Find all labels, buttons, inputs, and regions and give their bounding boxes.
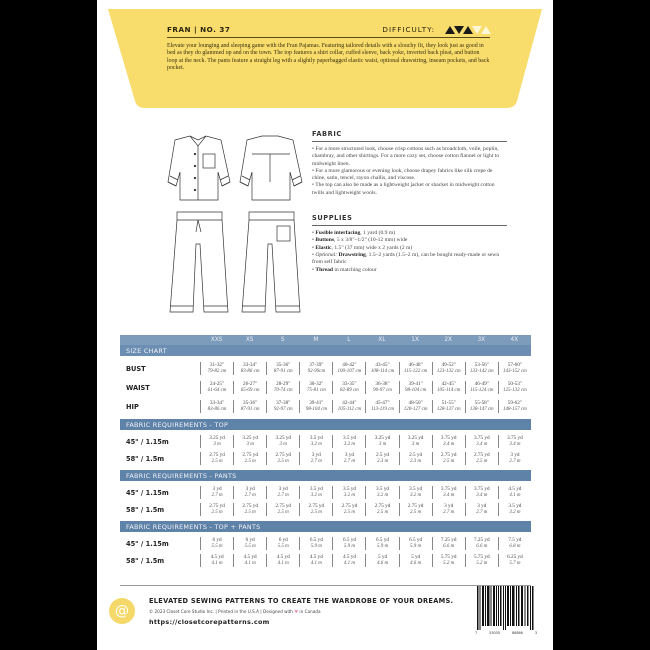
- row-label: 45" / 1.15m: [126, 488, 169, 497]
- difficulty-label: DIFFICULTY:: [382, 25, 435, 34]
- table-cell: 33-34" 83-86 cm: [233, 362, 266, 374]
- technical-drawings: [150, 132, 303, 322]
- table-cell: 39-41" 98-104 cm: [399, 381, 432, 393]
- hero-heading-row: [167, 25, 490, 38]
- table-cell: 3.75 yd 3.4 m: [432, 435, 465, 447]
- table-row: [120, 450, 531, 467]
- table-cell: 2.75 yd 2.5 m: [233, 503, 266, 515]
- table-cell: 6.25 yd 5.7 m: [498, 554, 531, 566]
- table-cell: 2.5 yd 2.3 m: [365, 452, 398, 464]
- row-label: WAIST: [126, 383, 150, 392]
- fabric-requirement-rows: [120, 481, 531, 521]
- table-cell: 57-60" 143-152 cm: [498, 362, 531, 374]
- table-cell: 3.5 yd 3.2 m: [365, 486, 398, 498]
- table-cell: 2.75 yd 2.5 m: [200, 503, 233, 515]
- table-cell: 3.5 yd 3.2 m: [299, 486, 332, 498]
- fabric-requirements-band: FABRIC REQUIREMENTS - TOP: [120, 419, 531, 430]
- table-cell: 6.5 yd 5.9 m: [299, 537, 332, 549]
- table-cell: 4.5 yd 4.1 m: [299, 554, 332, 566]
- supply-item: • Buttons, 5 x 3/8"–1/2" (10-12 mm) wide: [312, 237, 408, 244]
- info-column: [312, 130, 507, 274]
- size-and-yardage-table: [120, 335, 531, 572]
- table-cell: 3.25 yd 3 m: [399, 435, 432, 447]
- heart-icon: ♥: [294, 609, 299, 614]
- supply-item: • Thread in matching colour: [312, 266, 377, 273]
- table-row: [120, 501, 531, 518]
- table-cell: 39-41" 98-104 cm: [299, 400, 332, 412]
- table-cell: 5 yd 4.6 m: [399, 554, 432, 566]
- table-cell: 7.25 yd 6.6 m: [432, 537, 465, 549]
- table-cell: 6.5 yd 5.9 m: [399, 537, 432, 549]
- fabric-requirements-band: FABRIC REQUIREMENTS - PANTS: [120, 470, 531, 481]
- fabric-requirements-band: FABRIC REQUIREMENTS - TOP + PANTS: [120, 521, 531, 532]
- fabric-tip: • For a more glamorous or evening look, choose drapey fabrics like silk crepe de chine, satin, tencel, rayon challis, and viscose.: [312, 167, 493, 182]
- table-cell: 2.75 yd 2.5 m: [465, 452, 498, 464]
- supply-item: • Elastic, 1.5" (37 mm) wide x 2 yards (2 m): [312, 244, 413, 251]
- table-cell: 36-38" 90-97 cm: [365, 381, 398, 393]
- row-label: 58" / 1.5m: [126, 454, 165, 463]
- table-cell: 53-56" 133-142 cm: [465, 362, 498, 374]
- table-cell: 5 yd 4.6 m: [365, 554, 398, 566]
- table-cell: 3.75 yd 3.4 m: [432, 486, 465, 498]
- table-cell: 49-52" 123-132 cm: [432, 362, 465, 374]
- closet-core-logo-icon: @: [109, 598, 135, 624]
- table-cell: 45-47" 113-119 cm: [365, 400, 398, 412]
- fabric-requirement-rows: [120, 532, 531, 572]
- table-row: [120, 535, 531, 552]
- table-cell: 37-38" 92-97 cm: [266, 400, 299, 412]
- pants-back-drawing: [242, 212, 300, 312]
- table-cell: 42-44" 105-112 cm: [332, 400, 365, 412]
- table-cell: 2.75 yd 2.5 m: [432, 452, 465, 464]
- difficulty-triangles: [445, 26, 490, 34]
- size-column-header: XL: [378, 337, 386, 343]
- size-header-row: [120, 335, 531, 345]
- fabric-requirements-sections: [120, 419, 531, 572]
- row-label: 45" / 1.15m: [126, 437, 169, 446]
- table-cell: 6 yd 5.5 m: [200, 537, 233, 549]
- table-cell: 5.75 yd 5.2 m: [432, 554, 465, 566]
- footer: [109, 595, 539, 635]
- table-cell: 7.25 yd 6.6 m: [465, 537, 498, 549]
- table-cell: 3.25 yd 3 m: [200, 435, 233, 447]
- table-cell: 43-45" 108-114 cm: [365, 362, 398, 374]
- table-cell: 5.75 yd 5.2 m: [465, 554, 498, 566]
- pattern-description: Elevate your lounging and sleeping game with the Fran Pajamas. Featuring tailored details with a slouchy fit, they look just as good in bed as they do glammed up and on the town. The top features a shirt collar, cuffed sleeve, back yoke, inverted back pleat, and button loop at the neck. The pants feature a straight leg with a slightly paperbagged elastic waist, optional drawstring, inseam pockets, and back pocket.: [167, 43, 490, 72]
- table-cell: 2.5 yd 2.3 m: [399, 452, 432, 464]
- size-column-header: 3X: [477, 337, 486, 343]
- difficulty-rating: [382, 25, 490, 34]
- table-cell: 3.25 yd 3 m: [365, 435, 398, 447]
- table-cell: 4.5 yd 4.1 m: [498, 486, 531, 498]
- row-label: 45" / 1.15m: [126, 539, 169, 548]
- hero-banner: [108, 9, 543, 109]
- barcode: [475, 586, 535, 630]
- table-cell: 59-62" 148-157 cm: [498, 400, 531, 412]
- table-cell: 51-55" 128-137 cm: [432, 400, 465, 412]
- fabric-tip: • For a more structured look, choose crisp cottons such as broadcloth, voile, poplin, chambray, and other shirtings. For a more cozy set, choose cotton flannel or light to midweight linen.: [312, 146, 500, 167]
- table-cell: 3 yd 2.7 m: [266, 486, 299, 498]
- fabric-tip: • The top can also be made as a lightweight jacket or shacket in midweight cotton twills and lightweight wools.: [312, 182, 495, 196]
- table-cell: 31-32" 79-82 cm: [200, 362, 233, 374]
- size-column-header: 1X: [411, 337, 419, 343]
- table-cell: 2.75 yd 2.5 m: [365, 503, 398, 515]
- supplies-title: SUPPLIES: [312, 214, 507, 226]
- table-cell: 26-27" 65-69 cm: [233, 381, 266, 393]
- table-cell: 50-53" 125-133 cm: [498, 381, 531, 393]
- table-cell: 4.5 yd 4.1 m: [266, 554, 299, 566]
- table-cell: 3 yd 2.7 m: [233, 486, 266, 498]
- table-cell: 3.5 yd 3.2 m: [399, 486, 432, 498]
- table-cell: 3 yd 2.7 m: [465, 503, 498, 515]
- table-cell: 40-42" 100-107 cm: [332, 362, 365, 374]
- barcode-digits: 7 53035 86866 3: [475, 631, 537, 635]
- table-cell: 2.75 yd 2.5 m: [266, 503, 299, 515]
- table-cell: 3.5 yd 3.2 m: [498, 503, 531, 515]
- table-cell: 2.75 yd 2.5 m: [233, 452, 266, 464]
- table-cell: 3 yd 2.7 m: [200, 486, 233, 498]
- table-cell: 55-58" 138-147 cm: [465, 400, 498, 412]
- row-label: 58" / 1.5m: [126, 556, 165, 565]
- table-cell: 48-50" 120-127 cm: [399, 400, 432, 412]
- table-cell: 2.75 yd 2.5 m: [266, 452, 299, 464]
- table-cell: 46-49" 115-124 cm: [465, 381, 498, 393]
- size-column-header: XXS: [210, 337, 223, 343]
- table-cell: 3 yd 2.7 m: [299, 452, 332, 464]
- table-cell: 46-48" 115-122 cm: [399, 362, 432, 374]
- table-cell: 6.5 yd 5.9 m: [365, 537, 398, 549]
- triangle-empty-icon: [481, 26, 491, 34]
- table-cell: 3.75 yd 3.4 m: [465, 486, 498, 498]
- row-label: HIP: [126, 402, 139, 411]
- table-cell: 2.75 yd 2.5 m: [399, 503, 432, 515]
- table-cell: 24-25" 61-64 cm: [200, 381, 233, 393]
- table-cell: 3.5 yd 3.2 m: [332, 435, 365, 447]
- table-cell: 7.5 yd 6.8 m: [498, 537, 531, 549]
- supply-item: • Fusible interfacing, 1 yard (0.9 m): [312, 230, 396, 237]
- size-column-header: L: [347, 337, 351, 343]
- table-cell: 2.75 yd 2.5 m: [200, 452, 233, 464]
- website-link[interactable]: https://closetcorepatterns.com: [149, 618, 270, 626]
- table-cell: 3 yd 2.7 m: [432, 503, 465, 515]
- table-row: [120, 484, 531, 501]
- table-cell: 3.75 yd 3.4 m: [498, 435, 531, 447]
- table-cell: 4.5 yd 4.1 m: [233, 554, 266, 566]
- footer-divider: [120, 585, 531, 586]
- table-cell: 35-36" 87-91 cm: [233, 400, 266, 412]
- table-cell: 42-45" 105-114 cm: [432, 381, 465, 393]
- size-column-header: 2X: [444, 337, 453, 343]
- size-column-header: S: [280, 337, 285, 343]
- table-cell: 6.5 yd 5.9 m: [332, 537, 365, 549]
- table-cell: 4.5 yd 4.1 m: [200, 554, 233, 566]
- table-cell: 2.75 yd 2.5 m: [332, 503, 365, 515]
- fabric-requirement-rows: [120, 430, 531, 470]
- table-row: [120, 552, 531, 569]
- size-chart-rows: [120, 356, 531, 419]
- size-column-header: M: [313, 337, 319, 343]
- pattern-name: FRAN | NO. 37: [167, 25, 231, 34]
- table-cell: 28-29" 70-74 cm: [266, 381, 299, 393]
- table-cell: 3.25 yd 3 m: [233, 435, 266, 447]
- supplies-section: [312, 214, 507, 274]
- table-cell: 35-36" 87-91 cm: [266, 362, 299, 374]
- size-column-header: 4X: [510, 337, 519, 343]
- size-chart-band: SIZE CHART: [120, 345, 531, 356]
- table-row: [120, 378, 531, 397]
- shirt-front-drawing: [168, 136, 230, 200]
- table-cell: 3.5 yd 3.2 m: [332, 486, 365, 498]
- table-cell: 33-35" 82-89 cm: [332, 381, 365, 393]
- row-label: 58" / 1.5m: [126, 505, 165, 514]
- table-cell: 3 yd 2.7 m: [498, 452, 531, 464]
- table-cell: 6 yd 5.5 m: [266, 537, 299, 549]
- supply-item: • Optional: Drawstring, 1.5–2 yards (1.5–2 m), can be bought ready-made or sewn from self fabric: [312, 251, 500, 266]
- table-row: [120, 359, 531, 378]
- copyright-text: © 2023 Closet Core Studio Inc. | Printed in the U.S.A | Designed with ♥ in Canada: [149, 609, 321, 614]
- footer-tagline: ELEVATED SEWING PATTERNS TO CREATE THE WARDROBE OF YOUR DREAMS.: [149, 597, 454, 605]
- table-row: [120, 433, 531, 450]
- table-cell: 37-39" 92-99cm: [299, 362, 332, 374]
- table-cell: 3 yd 2.7 m: [332, 452, 365, 464]
- table-cell: 6 yd 5.5 m: [233, 537, 266, 549]
- table-cell: 3.5 yd 3.2 m: [299, 435, 332, 447]
- table-cell: 30-32" 75-81 cm: [299, 381, 332, 393]
- pattern-back-cover: [97, 0, 553, 650]
- pants-front-drawing: [170, 212, 228, 312]
- table-row: [120, 397, 531, 416]
- fabric-section: [312, 130, 507, 197]
- row-label: BUST: [126, 364, 146, 373]
- table-cell: 3.75 yd 3.4 m: [465, 435, 498, 447]
- table-cell: 3.25 yd 3 m: [266, 435, 299, 447]
- table-cell: 4.5 yd 4.1 m: [332, 554, 365, 566]
- table-cell: 2.75 yd 2.5 m: [299, 503, 332, 515]
- fabric-title: FABRIC: [312, 130, 507, 142]
- table-cell: 33-34" 83-86 cm: [200, 400, 233, 412]
- shirt-back-drawing: [240, 136, 302, 200]
- size-column-header: XS: [245, 337, 254, 343]
